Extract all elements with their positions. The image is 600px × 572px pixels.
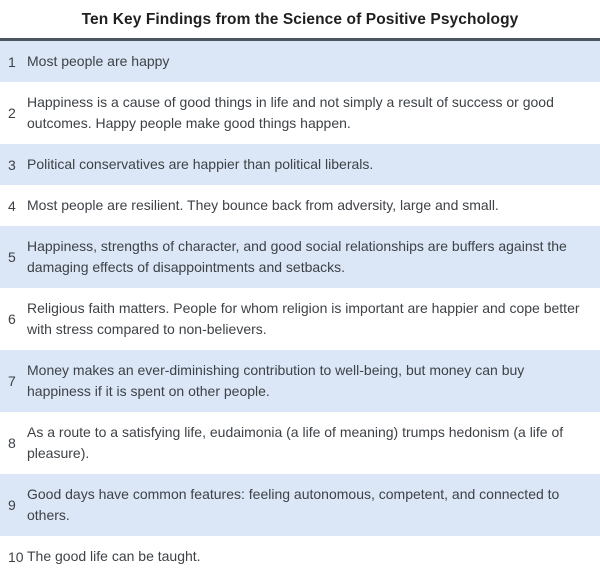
- row-number: 10: [8, 548, 24, 565]
- table-row: [0, 412, 600, 474]
- row-text: As a route to a satisfying life, eudaimonia (a life of meaning) trumps hedonism (a life of pleasure).: [27, 424, 564, 461]
- row-text: Most people are resilient. They bounce back from adversity, large and small.: [27, 197, 499, 213]
- row-number: 1: [8, 53, 16, 70]
- page-title: Ten Key Findings from the Science of Positive Psychology: [81, 11, 519, 28]
- table-row: [0, 474, 600, 536]
- row-text: Political conservatives are happier than political liberals.: [27, 156, 374, 172]
- row-text: Happiness is a cause of good things in life and not simply a result of success or good outcomes. Happy people make good things happen.: [27, 94, 554, 131]
- row-text: Most people are happy: [27, 53, 170, 69]
- table-row: [0, 82, 600, 144]
- findings-table: [0, 41, 600, 572]
- row-text: Religious faith matters. People for whom religion is important are happier and cope better with stress compared to non-believers.: [27, 300, 580, 337]
- row-text: Good days have common features: feeling autonomous, competent, and connected to others.: [27, 486, 560, 523]
- row-number: 9: [8, 497, 16, 513]
- row-number: 4: [8, 197, 16, 214]
- table-row: [0, 288, 600, 350]
- row-number: 3: [8, 156, 16, 173]
- table-row: [0, 350, 600, 412]
- row-number: 2: [8, 105, 16, 121]
- row-number: 6: [8, 311, 16, 327]
- table-row: [0, 185, 600, 226]
- row-text: The good life can be taught.: [27, 548, 201, 564]
- table-row: [0, 144, 600, 185]
- row-text: Money makes an ever-diminishing contribution to well-being, but money can buy happiness if it is spent on other people.: [27, 362, 525, 399]
- title-bar: [0, 0, 600, 41]
- table-row: [0, 41, 600, 82]
- row-text: Happiness, strengths of character, and good social relationships are buffers against the damaging effects of disappointments and setbacks.: [27, 238, 567, 275]
- row-number: 7: [8, 373, 16, 389]
- row-number: 5: [8, 249, 16, 265]
- row-number: 8: [8, 435, 16, 451]
- table-row: [0, 536, 600, 572]
- table-row: [0, 226, 600, 288]
